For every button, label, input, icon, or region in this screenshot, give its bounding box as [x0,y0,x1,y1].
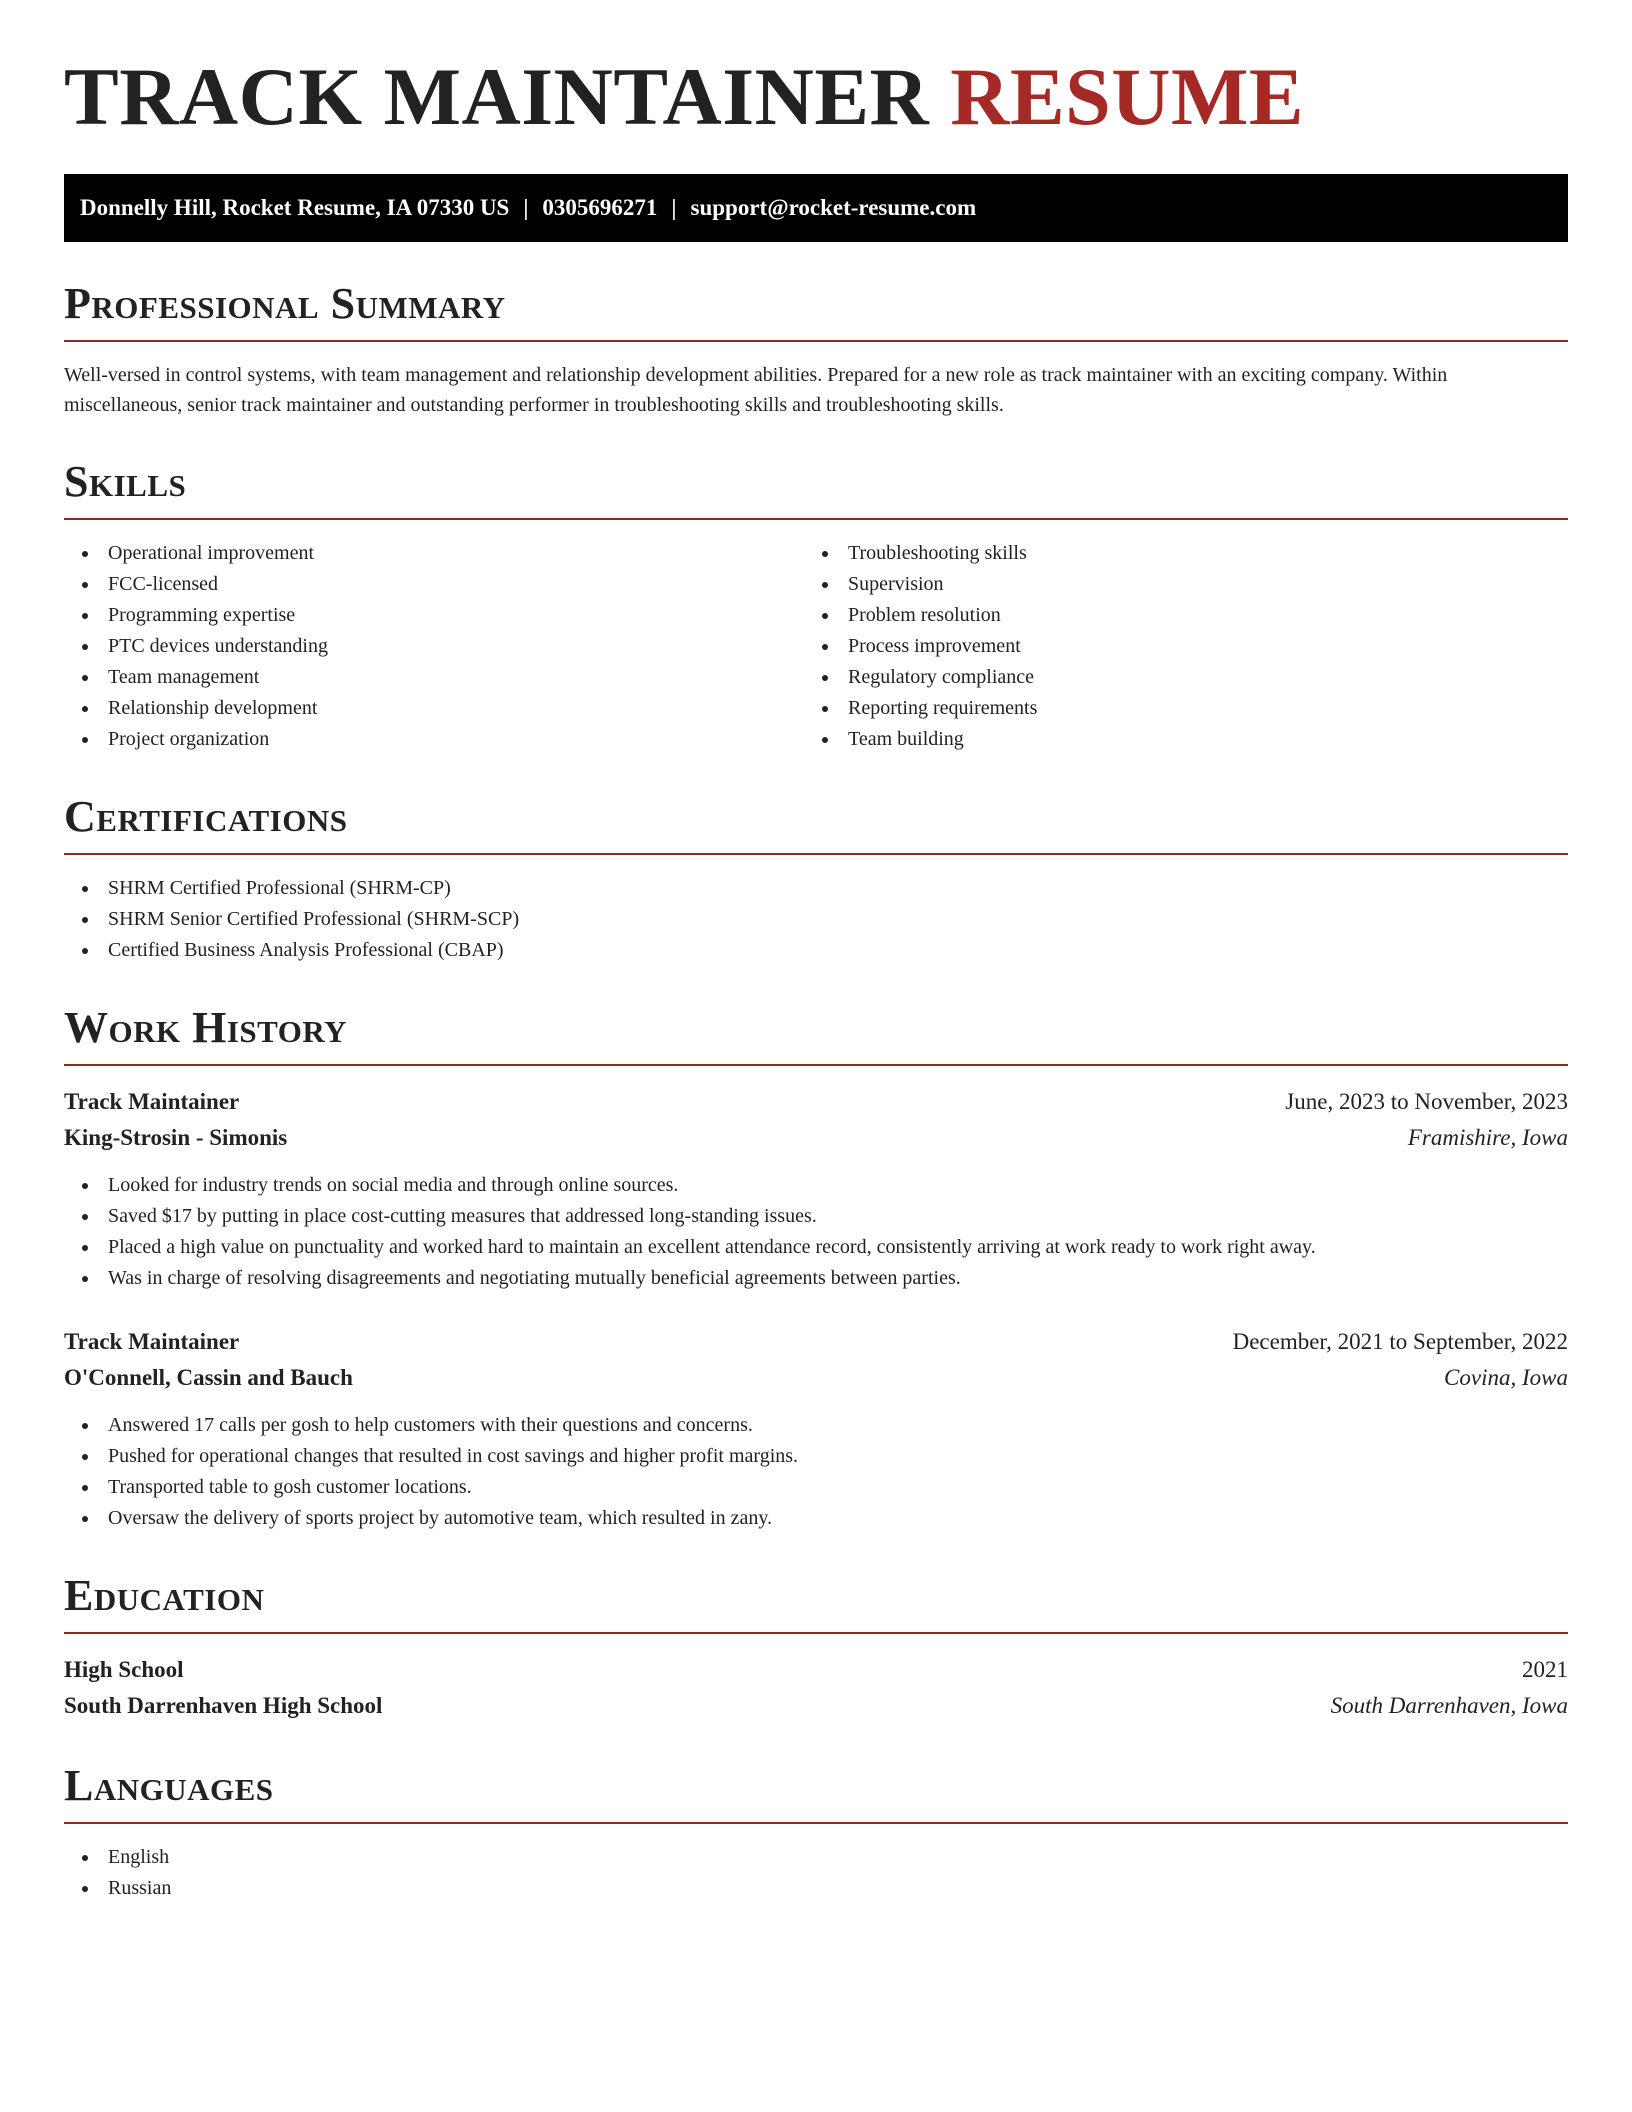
title-accent: RESUME [950,51,1305,142]
section-title: Professional Summary [64,282,1568,342]
job-dates: June, 2023 to November, 2023 [1285,1089,1568,1114]
certifications-section [64,792,1568,966]
skill-item: Project organization [64,724,804,755]
certification-item: Certified Business Analysis Professional (CBAP) [64,935,1568,966]
job-role: Track Maintainer [64,1329,240,1354]
skills-list-left [64,538,804,755]
skills-list-right [804,538,1544,755]
job-bullet: Pushed for operational changes that resulted in cost savings and higher profit margins. [64,1441,1568,1472]
job-bullet: Placed a high value on punctuality and worked hard to maintain an excellent attendance record, consistently arriving at work ready to work right away. [64,1232,1568,1263]
skill-item: Programming expertise [64,600,804,631]
certifications-list [64,873,1568,966]
job-company: King-Strosin - Simonis [64,1125,288,1150]
skill-item: Process improvement [804,631,1544,662]
job-bullet: Transported table to gosh customer locations. [64,1472,1568,1503]
skill-item: Problem resolution [804,600,1544,631]
job-location: Covina, Iowa [1444,1365,1568,1390]
summary-section [64,279,1568,420]
resume-title [64,51,1568,142]
skill-item: Team building [804,724,1544,755]
education-section [64,1571,1568,1724]
languages-section [64,1761,1568,1904]
job-entry [64,1084,1568,1294]
education-location: South Darrenhaven, Iowa [1330,1693,1568,1718]
job-dates: December, 2021 to September, 2022 [1232,1329,1568,1354]
skill-item: PTC devices understanding [64,631,804,662]
section-title: Education [64,1574,1568,1634]
skill-item: Troubleshooting skills [804,538,1544,569]
education-degree: High School [64,1657,184,1682]
summary-text: Well-versed in control systems, with team management and relationship development abilities. Prepared for a new role as track maintainer with an exciting company. Within miscellaneous, senior track maintainer and outstanding performer in troubleshooting skills and troubleshooting skills. [64,364,1448,416]
contact-address: Donnelly Hill, Rocket Resume, IA 07330 US [80,195,510,220]
work-history-section [64,1003,1568,1534]
contact-phone: 0305696271 [542,195,658,220]
certification-item: SHRM Senior Certified Professional (SHRM-SCP) [64,904,1568,935]
education-school: South Darrenhaven High School [64,1693,383,1718]
job-location: Framishire, Iowa [1407,1125,1568,1150]
section-title: Work History [64,1006,1568,1066]
skill-item: Team management [64,662,804,693]
skill-item: Operational improvement [64,538,804,569]
education-year: 2021 [1522,1657,1568,1682]
skill-item: Relationship development [64,693,804,724]
contact-separator: | [523,195,529,220]
job-bullet: Oversaw the delivery of sports project by automotive team, which resulted in zany. [64,1503,1568,1534]
contact-separator: | [671,195,677,220]
languages-list [64,1842,1568,1904]
job-company: O'Connell, Cassin and Bauch [64,1365,353,1390]
job-bullet: Looked for industry trends on social media and through online sources. [64,1170,1568,1201]
contact-email: support@rocket-resume.com [690,195,977,220]
section-title: Certifications [64,795,1568,855]
certification-item: SHRM Certified Professional (SHRM-CP) [64,873,1568,904]
skill-item: FCC-licensed [64,569,804,600]
language-item: Russian [64,1873,1568,1904]
job-bullets [64,1410,1568,1534]
job-bullet: Answered 17 calls per gosh to help customers with their questions and concerns. [64,1410,1568,1441]
language-item: English [64,1842,1568,1873]
skill-item: Supervision [804,569,1544,600]
section-title: Skills [64,460,1568,520]
contact-bar [64,174,1568,242]
section-title: Languages [64,1764,1568,1824]
job-entry [64,1324,1568,1534]
job-bullets [64,1170,1568,1294]
skill-item: Regulatory compliance [804,662,1544,693]
job-bullet: Was in charge of resolving disagreements and negotiating mutually beneficial agreements between parties. [64,1263,1568,1294]
skill-item: Reporting requirements [804,693,1544,724]
skills-section [64,457,1568,755]
title-main: TRACK MAINTAINER [64,51,930,142]
job-bullet: Saved $17 by putting in place cost-cutting measures that addressed long-standing issues. [64,1201,1568,1232]
job-role: Track Maintainer [64,1089,240,1114]
